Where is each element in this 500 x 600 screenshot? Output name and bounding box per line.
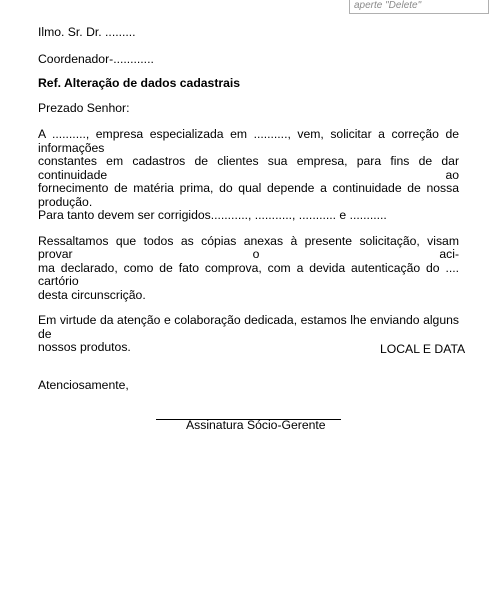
paragraph-line: constantes em cadastros de clientes sua empresa, para fins de dar continuidade ao [38, 154, 459, 182]
paragraph-line: desta circunscrição. [38, 287, 146, 302]
paragraph-line: fornecimento de matéria prima, do qual depende a continuidade de nossa produção. [38, 181, 459, 209]
letter-body [38, 26, 459, 392]
greeting-line: Prezado Senhor: [38, 100, 130, 115]
instruction-line-2: aperte "Delete" [354, 0, 422, 11]
paragraph-request [38, 128, 459, 223]
paragraph-line: Ressaltamos que todos as cópias anexas à presente solicitação, visam provar o aci- [38, 233, 459, 261]
paragraph-line: Para tanto devem ser corrigidos..........., ..........., ........... e ........... [38, 208, 387, 222]
place-date: LOCAL E DATA [380, 342, 466, 356]
paragraph-attachments [38, 235, 459, 303]
signature-label: Assinatura Sócio-Gerente [186, 418, 326, 432]
recipient-line: Ilmo. Sr. Dr. ......... [38, 25, 136, 39]
paragraph-line: ma declarado, como de fato comprova, com a devida autenticação do .... cartório [38, 260, 459, 288]
paragraph-line: Em virtude da atenção e colaboração dedicada, estamos lhe enviando alguns de [38, 313, 459, 341]
subject-line: Ref. Alteração de dados cadastrais [38, 76, 241, 90]
paragraph-line: A .........., empresa especializada em .........., vem, solicitar a correção de informações [38, 127, 459, 155]
closing-line: Atenciosamente, [38, 377, 129, 392]
paragraph-line: nossos produtos. [38, 340, 131, 354]
coordinator-line: Coordenador-............ [38, 51, 154, 66]
instruction-tooltip [349, 0, 489, 14]
